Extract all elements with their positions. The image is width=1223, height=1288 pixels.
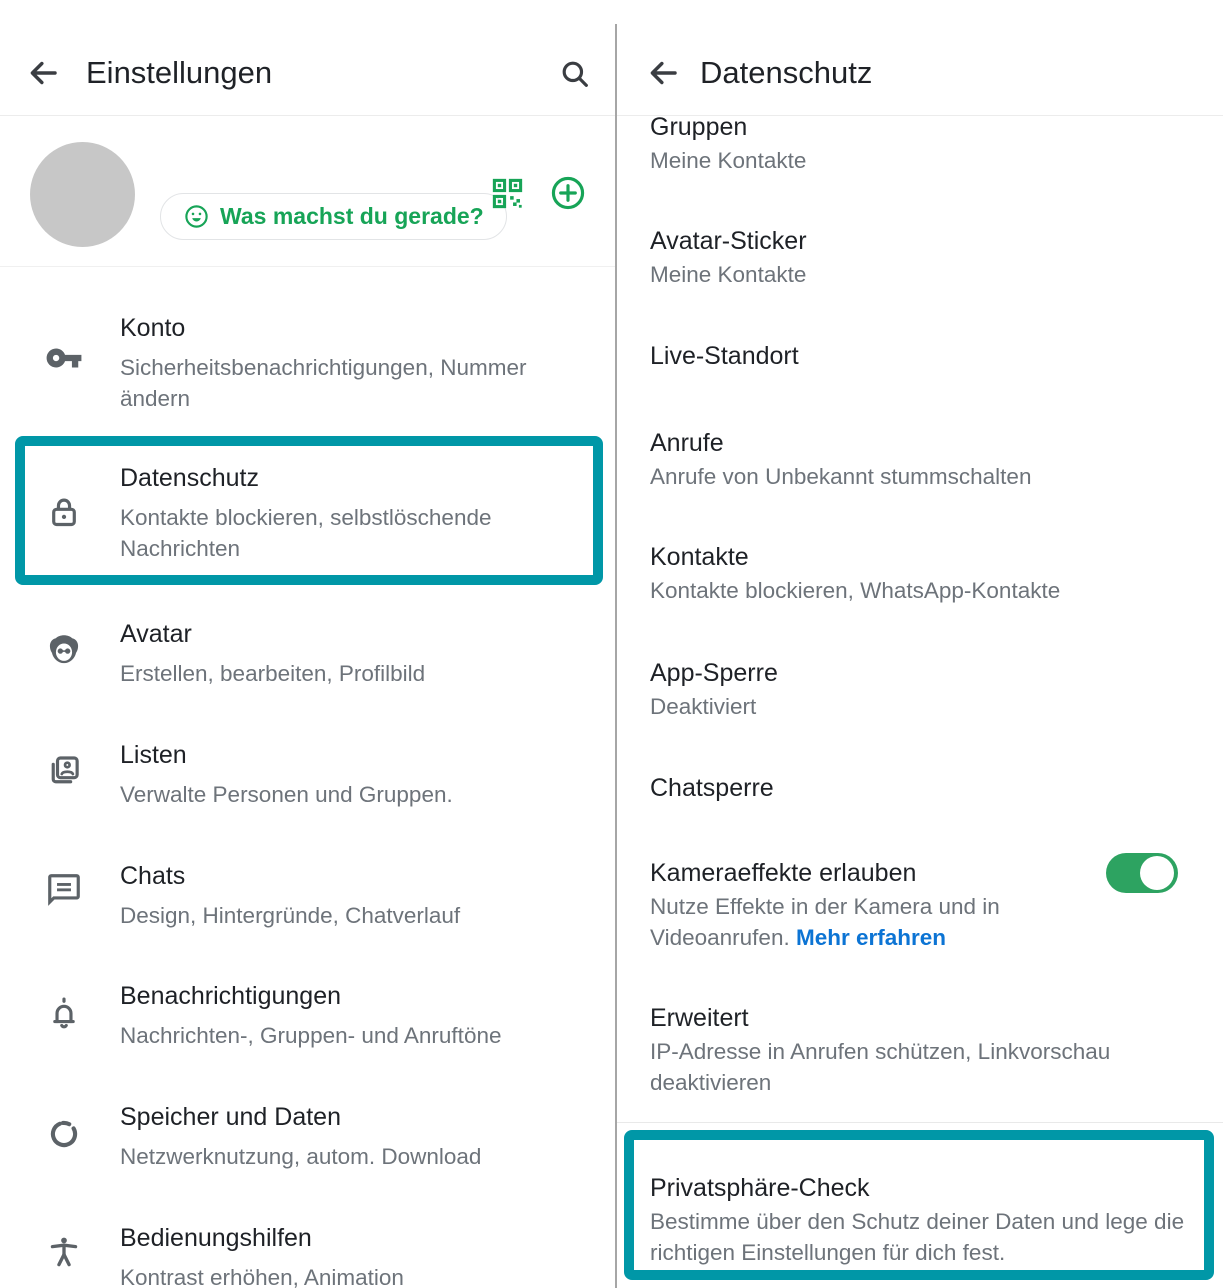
- item-subtitle: Verwalte Personen und Gruppen.: [120, 782, 453, 807]
- smiley-icon: [183, 203, 210, 230]
- item-title: Live-Standort: [650, 342, 799, 370]
- privacy-item-anrufe[interactable]: [650, 427, 1031, 492]
- item-subtitle: Deaktiviert: [650, 694, 757, 719]
- settings-list: [0, 116, 615, 1288]
- item-title: Gruppen: [650, 116, 748, 141]
- item-subtitle: Bestimme über den Schutz deiner Daten und lege die: [650, 1209, 1185, 1234]
- settings-item-konto[interactable]: [120, 312, 526, 414]
- page-title: Datenschutz: [700, 55, 873, 90]
- item-subtitle: IP-Adresse in Anrufen schützen, Linkvorschau: [650, 1039, 1111, 1064]
- item-title: Datenschutz: [120, 464, 259, 492]
- item-title: Kameraeffekte erlauben: [650, 859, 917, 887]
- avatar-icon: [45, 631, 83, 669]
- chat-icon: [45, 871, 83, 909]
- privacy-panel: [617, 0, 1223, 1288]
- item-title: Konto: [120, 314, 186, 342]
- data-usage-icon: [45, 1115, 83, 1153]
- item-title: Erweitert: [650, 1004, 749, 1032]
- item-subtitle: Kontrast erhöhen, Animation: [120, 1265, 404, 1288]
- back-icon[interactable]: [26, 56, 60, 90]
- privacy-header: [617, 0, 1223, 116]
- item-subtitle: Videoanrufen. Mehr erfahren: [650, 925, 947, 950]
- settings-item-benachrichtigungen[interactable]: [120, 980, 501, 1051]
- item-subtitle: Meine Kontakte: [650, 148, 807, 173]
- item-title: Chats: [120, 862, 186, 890]
- item-subtitle: Nachrichten: [120, 536, 241, 561]
- settings-item-datenschutz[interactable]: [120, 462, 491, 564]
- item-subtitle: Erstellen, bearbeiten, Profilbild: [120, 661, 426, 686]
- privacy-item-chatsperre[interactable]: [650, 772, 774, 806]
- privacy-item-kontakte[interactable]: [650, 541, 1060, 606]
- privacy-list: [617, 116, 1223, 1288]
- item-title: Benachrichtigungen: [120, 982, 341, 1010]
- back-icon[interactable]: [646, 56, 680, 90]
- privacy-item-kameraeffekte[interactable]: [650, 857, 1000, 953]
- privacy-item-privatsphaere-check[interactable]: [650, 1172, 1184, 1268]
- camera-effects-toggle[interactable]: [1106, 853, 1178, 893]
- item-subtitle: Anrufe von Unbekannt stummschalten: [650, 464, 1032, 489]
- key-icon: [45, 339, 83, 377]
- item-title: Avatar: [120, 620, 192, 648]
- item-title: Chatsperre: [650, 774, 774, 802]
- item-subtitle: Sicherheitsbenachrichtigungen, Nummer: [120, 355, 527, 380]
- divider: [617, 1122, 1223, 1123]
- item-subtitle: deaktivieren: [650, 1070, 772, 1095]
- item-subtitle: Kontakte blockieren, selbstlöschende: [120, 505, 492, 530]
- privacy-item-avatar-sticker[interactable]: [650, 225, 807, 290]
- settings-item-listen[interactable]: [120, 739, 453, 810]
- mehr-erfahren-link[interactable]: Mehr erfahren: [795, 925, 947, 950]
- settings-item-avatar[interactable]: [120, 618, 425, 689]
- accessibility-icon: [45, 1233, 83, 1271]
- settings-item-chats[interactable]: [120, 860, 460, 931]
- settings-item-speicher-und-daten[interactable]: [120, 1101, 481, 1172]
- settings-header: [0, 0, 615, 116]
- status-pill-label: Was machst du gerade?: [220, 203, 484, 229]
- profile-avatar[interactable]: [30, 142, 135, 247]
- item-title: Privatsphäre-Check: [650, 1174, 870, 1202]
- privacy-item-app-sperre[interactable]: [650, 657, 778, 722]
- item-subtitle: richtigen Einstellungen für dich fest.: [650, 1240, 1006, 1265]
- page-title: Einstellungen: [86, 55, 273, 90]
- privacy-item-gruppen[interactable]: [650, 116, 806, 176]
- item-title: Listen: [120, 741, 187, 769]
- item-title: Avatar-Sticker: [650, 227, 807, 255]
- item-title: Kontakte: [650, 543, 749, 571]
- toggle-knob: [1140, 856, 1174, 890]
- privacy-item-live-standort[interactable]: [650, 340, 799, 374]
- item-title: Speicher und Daten: [120, 1103, 341, 1131]
- plus-icon[interactable]: [549, 174, 587, 212]
- lock-icon: [45, 493, 83, 531]
- search-icon[interactable]: [558, 57, 591, 90]
- bell-icon: [45, 994, 83, 1032]
- item-title: Bedienungshilfen: [120, 1224, 312, 1252]
- item-subtitle: Meine Kontakte: [650, 262, 807, 287]
- item-title: App-Sperre: [650, 659, 778, 687]
- lists-icon: [45, 752, 83, 790]
- item-subtitle: Design, Hintergründe, Chatverlauf: [120, 903, 461, 928]
- privacy-item-erweitert[interactable]: [650, 1002, 1110, 1098]
- item-subtitle: Netzwerknutzung, autom. Download: [120, 1144, 482, 1169]
- item-subtitle: ändern: [120, 386, 191, 411]
- item-subtitle: Nachrichten-, Gruppen- und Anruftöne: [120, 1023, 502, 1048]
- item-subtitle: Kontakte blockieren, WhatsApp-Kontakte: [650, 578, 1061, 603]
- divider: [0, 266, 615, 267]
- settings-item-bedienungshilfen[interactable]: [120, 1222, 404, 1288]
- item-title: Anrufe: [650, 429, 724, 457]
- status-pill[interactable]: [160, 193, 507, 240]
- item-subtitle: Nutze Effekte in der Kamera und in: [650, 894, 1000, 919]
- qr-code-icon[interactable]: [489, 175, 526, 212]
